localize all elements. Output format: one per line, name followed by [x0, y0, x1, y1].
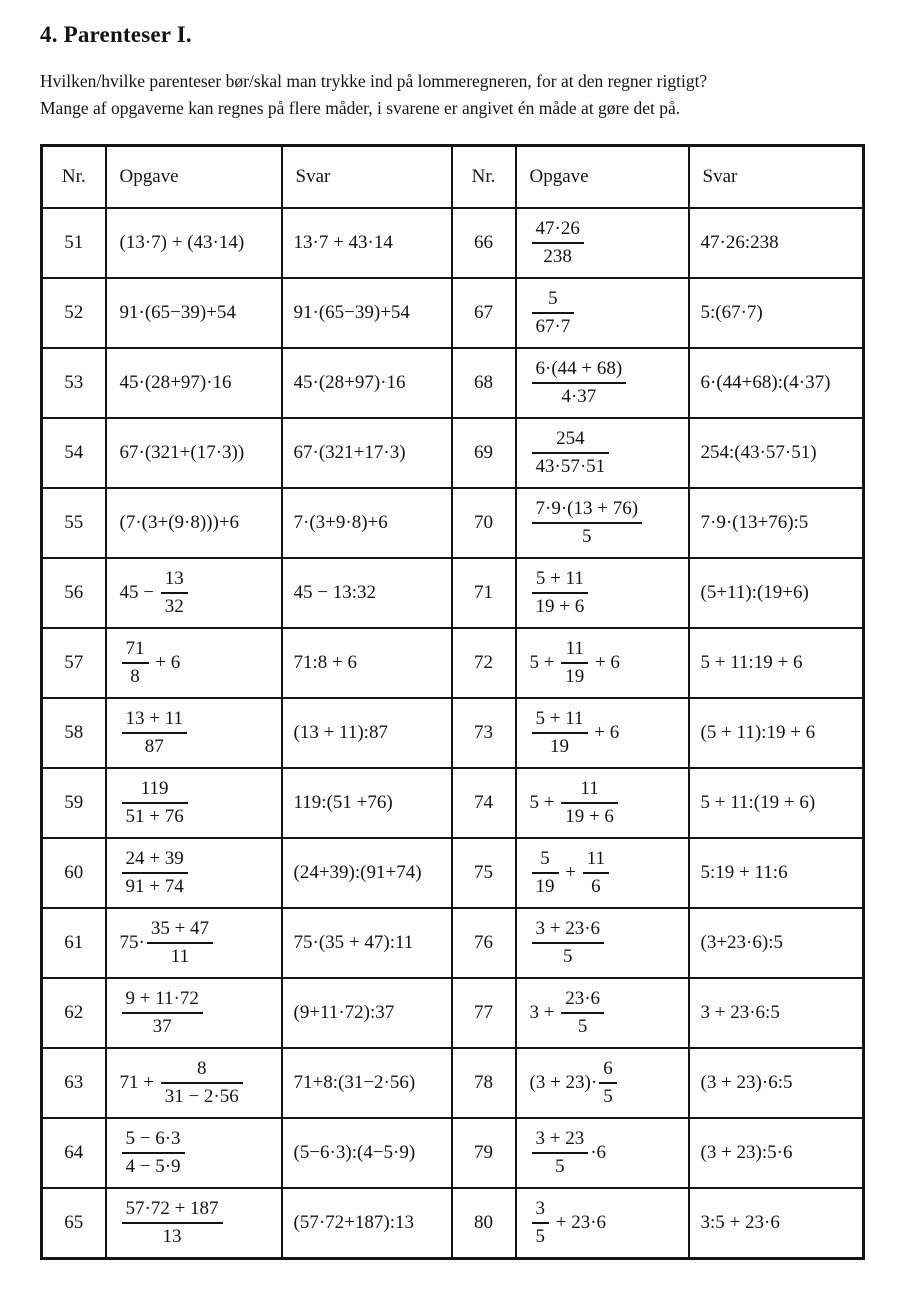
svar-cell: 13·7 + 43·14: [282, 208, 452, 278]
opgave-cell: [106, 488, 282, 558]
table-row: [42, 628, 864, 698]
svar-cell: 5 + 11:19 + 6: [689, 628, 864, 698]
problem-number: 70: [452, 488, 516, 558]
header-opgave-right: Opgave: [516, 146, 689, 209]
problem-number: 67: [452, 278, 516, 348]
expression-text: +: [560, 861, 581, 883]
svar-cell: 45 − 13:32: [282, 558, 452, 628]
fraction: [532, 498, 643, 548]
fraction: [161, 568, 188, 618]
math-expression: [120, 442, 245, 463]
fraction-numerator: 5: [540, 848, 550, 870]
problem-number: 53: [42, 348, 106, 418]
table-row: [42, 908, 864, 978]
fraction-numerator: 35 + 47: [150, 918, 210, 940]
intro-line-2: Mange af opgaverne kan regnes på flere måder, i svarene er angivet én måde at gøre det på.: [40, 98, 681, 119]
fraction-numerator: 47·26: [535, 218, 580, 240]
opgave-cell: [516, 418, 689, 488]
fraction-numerator: 5 − 6·3: [125, 1128, 181, 1150]
fraction-denominator: 43·57·51: [532, 452, 610, 478]
fraction-denominator: 87: [122, 732, 188, 758]
problem-number: 76: [452, 908, 516, 978]
opgave-cell: [516, 768, 689, 838]
svar-cell: (5−6·3):(4−5·9): [282, 1118, 452, 1188]
fraction: [532, 848, 559, 898]
fraction-numerator: 5 + 11: [535, 568, 584, 590]
opgave-cell: [106, 1188, 282, 1259]
problem-number: 66: [452, 208, 516, 278]
fraction-numerator: 119: [140, 778, 169, 800]
fraction-numerator: 3: [535, 1198, 545, 1220]
page-title: 4. Parenteser I.: [40, 22, 192, 47]
fraction: [599, 1058, 617, 1108]
opgave-cell: [516, 628, 689, 698]
fraction-numerator: 24 + 39: [125, 848, 184, 870]
opgave-cell: [106, 418, 282, 488]
problem-number: 65: [42, 1188, 106, 1259]
expression-text: + 6: [590, 651, 620, 673]
opgave-cell: [516, 1188, 689, 1259]
svar-cell: 5:19 + 11:6: [689, 838, 864, 908]
table-row: [42, 488, 864, 558]
expression-text: 45·(28+97)·16: [119, 372, 232, 394]
fraction: [122, 1128, 185, 1178]
opgave-cell: [516, 1048, 689, 1118]
problem-number: 78: [452, 1048, 516, 1118]
opgave-cell: [516, 208, 689, 278]
problem-number: 71: [452, 558, 516, 628]
problem-number: 58: [42, 698, 106, 768]
svar-cell: (3 + 23):5·6: [689, 1118, 864, 1188]
intro-text: [40, 68, 864, 122]
math-expression: [529, 778, 620, 828]
svar-cell: 71:8 + 6: [282, 628, 452, 698]
math-expression: [120, 638, 181, 688]
expression-text: + 6: [589, 721, 620, 743]
fraction: [122, 708, 188, 758]
fraction-numerator: 6: [603, 1058, 613, 1080]
fraction-denominator: 11: [147, 942, 213, 968]
expression-text: (13·7) + (43·14): [119, 232, 245, 254]
expression-text: 75·: [119, 931, 145, 953]
table-row: [42, 418, 864, 488]
fraction: [122, 778, 188, 828]
opgave-cell: [106, 278, 282, 348]
expression-text: 71 +: [119, 1071, 159, 1093]
svar-cell: 91·(65−39)+54: [282, 278, 452, 348]
problem-number: 75: [452, 838, 516, 908]
math-expression: [530, 1128, 607, 1178]
fraction-numerator: 3 + 23·6: [535, 918, 601, 940]
fraction-numerator: 6·(44 + 68): [535, 358, 623, 380]
expression-text: 3 +: [529, 1001, 560, 1023]
fraction-numerator: 71: [125, 638, 145, 660]
expression-text: + 6: [150, 651, 181, 673]
opgave-cell: [106, 838, 282, 908]
fraction-numerator: 13 + 11: [125, 708, 184, 730]
opgave-cell: [516, 908, 689, 978]
table-row: [42, 768, 864, 838]
svar-cell: (13 + 11):87: [282, 698, 452, 768]
fraction-denominator: 37: [122, 1012, 203, 1038]
problems-table: [40, 144, 865, 1260]
opgave-cell: [106, 558, 282, 628]
fraction: [122, 848, 188, 898]
fraction: [122, 988, 203, 1038]
math-expression: [530, 848, 612, 898]
svar-cell: 254:(43·57·51): [689, 418, 864, 488]
table-header: [42, 146, 864, 209]
problem-number: 56: [42, 558, 106, 628]
table-row: [42, 838, 864, 908]
expression-text: 5 +: [529, 651, 560, 673]
svar-cell: (5 + 11):19 + 6: [689, 698, 864, 768]
problem-number: 63: [42, 1048, 106, 1118]
problem-number: 77: [452, 978, 516, 1048]
opgave-cell: [106, 768, 282, 838]
fraction-denominator: 5: [532, 1222, 550, 1248]
problem-number: 80: [452, 1188, 516, 1259]
fraction-numerator: 254: [556, 428, 585, 450]
table-row: [42, 208, 864, 278]
fraction: [532, 1128, 589, 1178]
math-expression: [119, 918, 216, 968]
math-expression: [530, 708, 620, 758]
fraction: [122, 638, 149, 688]
math-expression: [120, 302, 236, 323]
problem-number: 59: [42, 768, 106, 838]
svar-cell: 71+8:(31−2·56): [282, 1048, 452, 1118]
opgave-cell: [516, 838, 689, 908]
fraction: [532, 428, 610, 478]
header-svar-right: Svar: [689, 146, 864, 209]
svar-cell: (57·72+187):13: [282, 1188, 452, 1259]
math-expression: [120, 778, 190, 828]
fraction-numerator: 7·9·(13 + 76): [535, 498, 639, 520]
fraction-denominator: 91 + 74: [122, 872, 188, 898]
fraction-numerator: 57·72 + 187: [125, 1198, 219, 1220]
fraction-numerator: 9 + 11·72: [125, 988, 199, 1010]
fraction-denominator: 5: [599, 1082, 617, 1108]
fraction-numerator: 11: [565, 638, 584, 660]
fraction-denominator: 6: [583, 872, 609, 898]
problem-number: 60: [42, 838, 106, 908]
fraction: [561, 638, 588, 688]
fraction-denominator: 19: [532, 732, 588, 758]
fraction-denominator: 5: [532, 1152, 589, 1178]
fraction: [532, 218, 584, 268]
expression-text: 45 −: [119, 581, 159, 603]
expression-text: 67·(321+(17·3)): [119, 442, 245, 464]
svar-cell: (9+11·72):37: [282, 978, 452, 1048]
problem-number: 69: [452, 418, 516, 488]
opgave-cell: [106, 628, 282, 698]
intro-line-1: Hvilken/hvilke parenteser bør/skal man trykke ind på lommeregneren, for at den regner rigtigt?: [40, 71, 708, 91]
opgave-cell: [106, 1048, 282, 1118]
fraction-numerator: 13: [164, 568, 184, 590]
expression-text: 5 +: [529, 791, 560, 813]
opgave-cell: [516, 558, 689, 628]
header-svar-left: Svar: [282, 146, 452, 209]
fraction: [532, 708, 588, 758]
fraction-denominator: 8: [122, 662, 149, 688]
fraction-denominator: 5: [532, 942, 605, 968]
math-expression: [530, 568, 591, 618]
fraction-denominator: 5: [532, 522, 643, 548]
fraction: [532, 288, 575, 338]
svar-cell: 6·(44+68):(4·37): [689, 348, 864, 418]
header-nr-right: Nr.: [452, 146, 516, 209]
fraction-numerator: 5 + 11: [535, 708, 584, 730]
expression-text: (3 + 23)·: [529, 1071, 598, 1093]
svar-cell: 7·(3+9·8)+6: [282, 488, 452, 558]
opgave-cell: [106, 208, 282, 278]
math-expression: [120, 232, 245, 253]
svar-cell: 3:5 + 23·6: [689, 1188, 864, 1259]
opgave-cell: [516, 488, 689, 558]
math-expression: [120, 848, 190, 898]
fraction-numerator: 11: [580, 778, 599, 800]
fraction-denominator: 51 + 76: [122, 802, 188, 828]
fraction-denominator: 238: [532, 242, 584, 268]
table-row: [42, 1048, 864, 1118]
svar-cell: (3+23·6):5: [689, 908, 864, 978]
svar-cell: 45·(28+97)·16: [282, 348, 452, 418]
problem-number: 79: [452, 1118, 516, 1188]
opgave-cell: [106, 908, 282, 978]
table-row: [42, 278, 864, 348]
header-nr-left: Nr.: [42, 146, 106, 209]
svar-cell: 5:(67·7): [689, 278, 864, 348]
opgave-cell: [106, 698, 282, 768]
opgave-cell: [516, 978, 689, 1048]
header-row: [42, 146, 864, 209]
fraction: [583, 848, 609, 898]
table-row: [42, 1118, 864, 1188]
math-expression: [529, 638, 620, 688]
svar-cell: 75·(35 + 47):11: [282, 908, 452, 978]
fraction: [532, 1198, 550, 1248]
svar-cell: 7·9·(13+76):5: [689, 488, 864, 558]
opgave-cell: [516, 1118, 689, 1188]
fraction-denominator: 4·37: [532, 382, 627, 408]
fraction: [532, 358, 627, 408]
problem-number: 73: [452, 698, 516, 768]
fraction-denominator: 19: [532, 872, 559, 898]
expression-text: + 23·6: [551, 1211, 607, 1233]
table-row: [42, 558, 864, 628]
fraction-denominator: 32: [161, 592, 188, 618]
table-row: [42, 348, 864, 418]
fraction-denominator: 19 + 6: [532, 592, 589, 618]
table-row: [42, 1188, 864, 1259]
opgave-cell: [516, 698, 689, 768]
problem-number: 61: [42, 908, 106, 978]
problem-number: 52: [42, 278, 106, 348]
fraction-denominator: 13: [122, 1222, 223, 1248]
svar-cell: (3 + 23)·6:5: [689, 1048, 864, 1118]
svar-cell: (24+39):(91+74): [282, 838, 452, 908]
table-body: [42, 208, 864, 1259]
problem-number: 55: [42, 488, 106, 558]
math-expression: [530, 1198, 607, 1248]
fraction-denominator: 4 − 5·9: [122, 1152, 185, 1178]
svar-cell: (5+11):(19+6): [689, 558, 864, 628]
opgave-cell: [106, 978, 282, 1048]
fraction-denominator: 31 − 2·56: [161, 1082, 243, 1108]
problem-number: 54: [42, 418, 106, 488]
problem-number: 62: [42, 978, 106, 1048]
fraction-numerator: 5: [548, 288, 558, 310]
table-row: [42, 978, 864, 1048]
fraction-numerator: 8: [196, 1058, 207, 1080]
problem-number: 51: [42, 208, 106, 278]
svar-cell: 119:(51 +76): [282, 768, 452, 838]
opgave-cell: [516, 278, 689, 348]
fraction-numerator: 23·6: [565, 988, 601, 1010]
fraction-numerator: 11: [586, 848, 606, 870]
problem-number: 72: [452, 628, 516, 698]
fraction-denominator: 19: [561, 662, 588, 688]
expression-text: 91·(65−39)+54: [119, 302, 236, 324]
fraction-denominator: 5: [561, 1012, 604, 1038]
fraction: [122, 1198, 223, 1248]
header-opgave-left: Opgave: [106, 146, 282, 209]
fraction-denominator: 67·7: [532, 312, 575, 338]
svar-cell: 47·26:238: [689, 208, 864, 278]
fraction: [561, 988, 604, 1038]
expression-text: (7·(3+(9·8)))+6: [119, 512, 240, 534]
fraction: [147, 918, 213, 968]
problem-number: 57: [42, 628, 106, 698]
opgave-cell: [516, 348, 689, 418]
fraction: [532, 568, 589, 618]
problem-number: 64: [42, 1118, 106, 1188]
fraction-numerator: 3 + 23: [535, 1128, 585, 1150]
fraction: [532, 918, 605, 968]
math-expression: [120, 708, 190, 758]
fraction-denominator: 19 + 6: [561, 802, 618, 828]
svar-cell: 3 + 23·6:5: [689, 978, 864, 1048]
math-expression: [120, 512, 240, 533]
table-row: [42, 698, 864, 768]
math-expression: [119, 568, 190, 618]
math-expression: [529, 1058, 619, 1108]
fraction: [161, 1058, 243, 1108]
problem-number: 74: [452, 768, 516, 838]
math-expression: [120, 372, 232, 393]
expression-text: ·6: [590, 1141, 607, 1163]
fraction: [561, 778, 618, 828]
opgave-cell: [106, 1118, 282, 1188]
svar-cell: 67·(321+17·3): [282, 418, 452, 488]
problem-number: 68: [452, 348, 516, 418]
svar-cell: 5 + 11:(19 + 6): [689, 768, 864, 838]
opgave-cell: [106, 348, 282, 418]
